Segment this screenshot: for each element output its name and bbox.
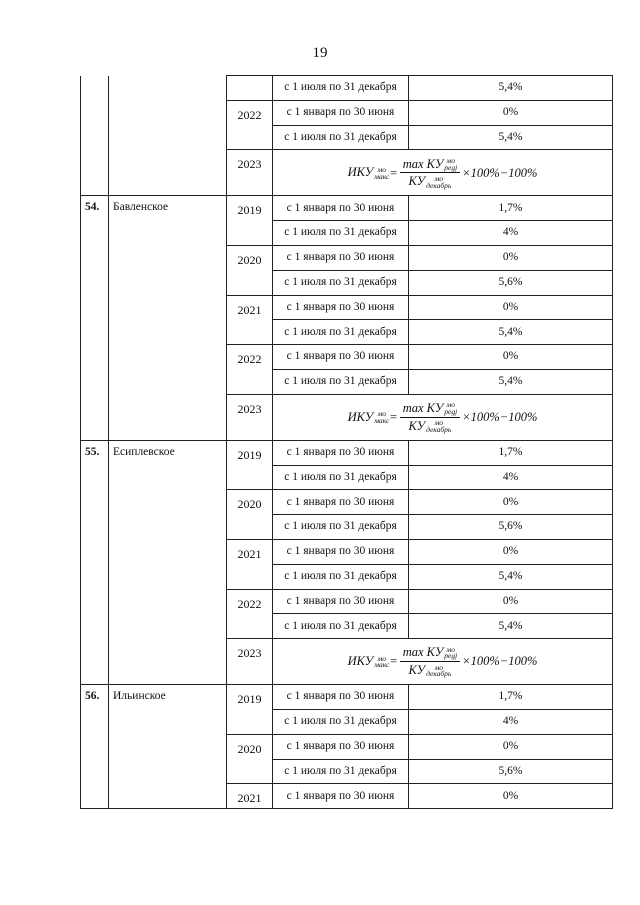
- formula-cell: [273, 150, 613, 196]
- period-cell: с 1 января по 30 июня: [273, 490, 409, 515]
- formula-num-indices: [444, 644, 458, 661]
- year-cell: 2021: [227, 784, 273, 809]
- value-cell: 0%: [409, 539, 613, 564]
- entry-number: 55.: [81, 440, 109, 684]
- formula: [348, 157, 538, 190]
- value-cell: 5,4%: [409, 369, 613, 394]
- year-cell: 2019: [227, 440, 273, 490]
- value-cell: 0%: [409, 245, 613, 270]
- value-cell: 0%: [409, 295, 613, 320]
- period-cell: с 1 июля по 31 декабря: [273, 320, 409, 345]
- formula-den-sup: мо: [434, 662, 443, 672]
- value-cell: 5,6%: [409, 515, 613, 540]
- formula-equals: =: [389, 165, 398, 180]
- period-cell: с 1 июля по 31 декабря: [273, 614, 409, 639]
- table-row: [81, 76, 613, 101]
- formula-num-indices: [444, 155, 458, 172]
- period-cell: с 1 июля по 31 декабря: [273, 709, 409, 734]
- formula-num-sub: pegj: [444, 407, 458, 417]
- value-cell: 0%: [409, 345, 613, 370]
- value-cell: 0%: [409, 734, 613, 759]
- formula-lhs-sup: мо: [377, 164, 387, 174]
- formula-lhs: ИКУ мо макс: [347, 164, 390, 181]
- formula-den-sup: мо: [434, 173, 443, 183]
- value-cell: 5,4%: [409, 320, 613, 345]
- formula-den-sup: мо: [434, 418, 443, 428]
- year-cell: 2019: [227, 196, 273, 246]
- formula-cell: [273, 394, 613, 440]
- settlement-name: Есиплевское: [109, 440, 227, 684]
- year-cell: 2020: [227, 734, 273, 784]
- value-cell: 0%: [409, 490, 613, 515]
- formula-tail: ×100%−100%: [462, 165, 538, 180]
- year-cell: 2022: [227, 345, 273, 395]
- period-cell: с 1 июля по 31 декабря: [273, 221, 409, 246]
- formula-den-indices: [426, 420, 451, 434]
- formula-lhs-indices: [374, 411, 389, 425]
- settlement-name: Бавленское: [109, 196, 227, 440]
- period-cell: с 1 января по 30 июня: [273, 345, 409, 370]
- period-cell: с 1 января по 30 июня: [273, 196, 409, 221]
- value-cell: 4%: [409, 465, 613, 490]
- entry-number: 54.: [81, 196, 109, 440]
- formula-num-sub: pegj: [444, 162, 458, 172]
- formula-denominator: КУ мо декабрь: [408, 662, 452, 679]
- year-cell: 2023: [227, 639, 273, 685]
- year-cell: 2022: [227, 100, 273, 150]
- value-cell: 1,7%: [409, 440, 613, 465]
- formula-num-sub: pegj: [444, 651, 458, 661]
- formula-denominator: КУ мо декабрь: [408, 173, 452, 190]
- formula-numerator: max КУ мо pegj: [400, 401, 460, 418]
- value-cell: 4%: [409, 221, 613, 246]
- period-cell: с 1 января по 30 июня: [273, 539, 409, 564]
- value-cell: 5,6%: [409, 270, 613, 295]
- period-cell: с 1 января по 30 июня: [273, 589, 409, 614]
- settlement-name: Ильинское: [109, 685, 227, 809]
- formula-num-indices: [444, 402, 457, 416]
- formula-lhs-indices: [374, 653, 390, 670]
- formula-equals: =: [389, 410, 398, 425]
- year-cell: 2021: [227, 295, 273, 345]
- formula-den-sub: декабрь: [426, 669, 452, 679]
- period-cell: с 1 июля по 31 декабря: [273, 564, 409, 589]
- year-cell: 2019: [227, 685, 273, 735]
- formula-num-sup: мо: [446, 400, 455, 410]
- formula-numerator: max КУ мо pegj: [400, 157, 460, 174]
- settlement-name: [109, 76, 227, 196]
- value-cell: 4%: [409, 709, 613, 734]
- value-cell: 5,4%: [409, 614, 613, 639]
- value-cell: 5,6%: [409, 759, 613, 784]
- tariff-table: [80, 75, 612, 809]
- value-cell: 0%: [409, 589, 613, 614]
- period-cell: с 1 января по 30 июня: [273, 245, 409, 270]
- period-cell: с 1 июля по 31 декабря: [273, 369, 409, 394]
- value-cell: 5,4%: [409, 125, 613, 150]
- year-cell: 2023: [227, 150, 273, 196]
- table-row: [81, 196, 613, 221]
- entry-number: [81, 76, 109, 196]
- formula-den-sub: декабрь: [426, 180, 452, 190]
- formula-lhs-indices: [374, 164, 390, 181]
- value-cell: 5,4%: [409, 76, 613, 101]
- entry-number: 56.: [81, 685, 109, 809]
- formula-lhs: ИКУ мо макс: [347, 409, 390, 425]
- value-cell: 1,7%: [409, 196, 613, 221]
- formula-num-sup: мо: [446, 644, 455, 654]
- year-cell: 2022: [227, 589, 273, 639]
- year-cell: 2023: [227, 394, 273, 440]
- formula-fraction: [400, 645, 460, 678]
- formula-lhs-sup: мо: [377, 653, 387, 663]
- table-row: [81, 440, 613, 465]
- formula-equals: =: [389, 654, 398, 669]
- formula-denominator: КУ мо декабрь: [408, 418, 452, 434]
- period-cell: с 1 июля по 31 декабря: [273, 76, 409, 101]
- formula-den-sub: декабрь: [426, 424, 452, 434]
- period-cell: с 1 июля по 31 декабря: [273, 125, 409, 150]
- year-cell: 2020: [227, 490, 273, 540]
- formula-cell: [273, 639, 613, 685]
- period-cell: с 1 июля по 31 декабря: [273, 270, 409, 295]
- formula-lhs-sub: макс: [374, 171, 390, 181]
- formula-lhs: ИКУ мо макс: [347, 653, 390, 670]
- formula: [348, 401, 538, 434]
- formula-tail: ×100%−100%: [462, 654, 538, 669]
- period-cell: с 1 июля по 31 декабря: [273, 465, 409, 490]
- formula-lhs-sup: мо: [377, 409, 387, 419]
- period-cell: с 1 января по 30 июня: [273, 440, 409, 465]
- formula-numerator: max КУ мо pegj: [400, 645, 460, 662]
- period-cell: с 1 января по 30 июня: [273, 685, 409, 710]
- formula-tail: ×100%−100%: [462, 410, 538, 425]
- formula-fraction: [400, 401, 460, 434]
- year-cell: 2020: [227, 245, 273, 295]
- year-cell: [227, 76, 273, 101]
- table-row: [81, 685, 613, 710]
- period-cell: с 1 июля по 31 декабря: [273, 759, 409, 784]
- value-cell: 0%: [409, 784, 613, 809]
- value-cell: 5,4%: [409, 564, 613, 589]
- formula-lhs-sub: макс: [374, 660, 390, 670]
- period-cell: с 1 января по 30 июня: [273, 784, 409, 809]
- period-cell: с 1 января по 30 июня: [273, 100, 409, 125]
- year-cell: 2021: [227, 539, 273, 589]
- period-cell: с 1 июля по 31 декабря: [273, 515, 409, 540]
- value-cell: 1,7%: [409, 685, 613, 710]
- value-cell: 0%: [409, 100, 613, 125]
- formula-num-sup: мо: [446, 155, 455, 165]
- formula-lhs-sub: макс: [374, 415, 390, 425]
- page-number: 19: [312, 45, 328, 61]
- formula: [348, 645, 538, 678]
- formula-fraction: [400, 157, 460, 190]
- period-cell: с 1 января по 30 июня: [273, 734, 409, 759]
- period-cell: с 1 января по 30 июня: [273, 295, 409, 320]
